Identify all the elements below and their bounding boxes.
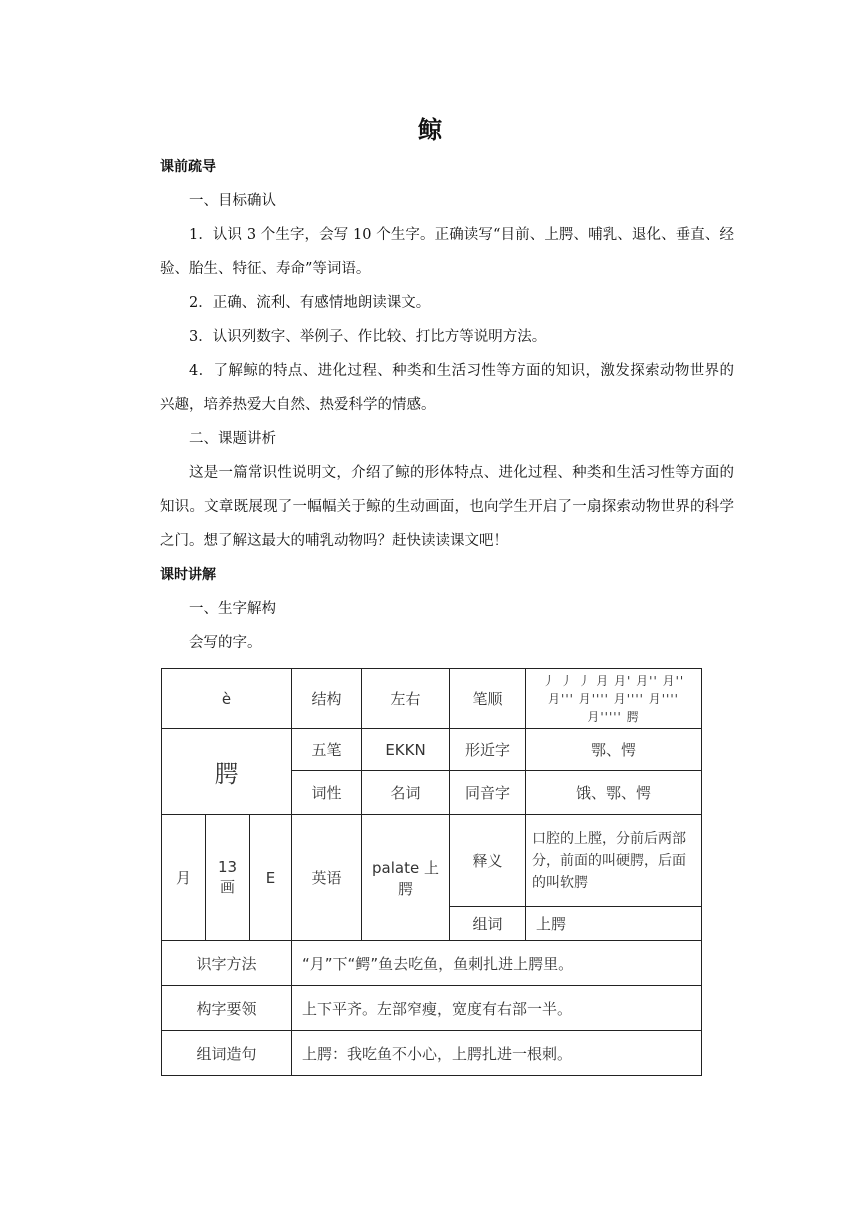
- radical-cell: 月: [162, 815, 206, 941]
- topic-heading: 二、课题讲析: [189, 431, 276, 447]
- structure-value: 左右: [362, 669, 450, 729]
- write-chars-label: 会写的字。: [189, 635, 262, 651]
- key-label: 构字要领: [162, 986, 292, 1031]
- goal-heading: 一、目标确认: [189, 193, 276, 209]
- document-body: [160, 150, 734, 660]
- stroke-order-line: 丿 丿 丿 月 月' 月'' 月'': [542, 673, 685, 688]
- stroke-order-line: 月''' 月'''' 月'''' 月'''' 月''''' 腭: [548, 691, 679, 724]
- key-value: 上下平齐。左部窄瘦，宽度有右部一半。: [292, 986, 702, 1031]
- section-heading-lesson: 课时讲解: [160, 567, 216, 583]
- goal-item: 2．正确、流利、有感情地朗读课文。: [189, 295, 431, 311]
- word-label: 组词: [450, 907, 526, 941]
- structure-label: 结构: [292, 669, 362, 729]
- stroke-order-value: [526, 669, 702, 729]
- sentence-value: 上腭：我吃鱼不小心，上腭扎进一根刺。: [292, 1031, 702, 1076]
- english-value: palate 上腭: [362, 815, 450, 941]
- meaning-value: 口腔的上膛，分前后两部分，前面的叫硬腭，后面的叫软腭: [526, 815, 702, 907]
- similar-value: 鄂、愕: [526, 729, 702, 771]
- pinyin-cell: è: [162, 669, 292, 729]
- pos-label: 词性: [292, 771, 362, 815]
- goal-item: 4．了解鲸的特点、进化过程、种类和生活习性等方面的知识，激发探索动物世界的兴趣，培养热爱大自然、热爱科学的情感。: [160, 363, 734, 413]
- goal-item: 3．认识列数字、举例子、作比较、打比方等说明方法。: [189, 329, 547, 345]
- section-heading-pre-class: 课前疏导: [160, 159, 216, 175]
- stroke-order-label: 笔顺: [450, 669, 526, 729]
- case-cell: E: [250, 815, 292, 941]
- word-value: 上腭: [526, 907, 702, 941]
- english-label: 英语: [292, 815, 362, 941]
- character-cell: 腭: [162, 729, 292, 815]
- topic-text: 这是一篇常识性说明文，介绍了鲸的形体特点、进化过程、种类和生活习性等方面的知识。文章既展现了一幅幅关于鲸的生动画面，也向学生开启了一扇探索动物世界的科学之门。想了解这最大的哺乳动物吗？赶快读读课文吧！: [160, 465, 734, 549]
- page-title: 鲸: [418, 116, 442, 144]
- wubi-label: 五笔: [292, 729, 362, 771]
- character-table-wrapper: [161, 668, 701, 1075]
- method-label: 识字方法: [162, 941, 292, 986]
- goal-item: 1．认识 3 个生字，会写 10 个生字。正确读写“目前、上腭、哺乳、退化、垂直、经验、胎生、特征、寿命”等词语。: [160, 227, 734, 277]
- homophone-label: 同音字: [450, 771, 526, 815]
- wubi-value: EKKN: [362, 729, 450, 771]
- pos-value: 名词: [362, 771, 450, 815]
- sentence-label: 组词造句: [162, 1031, 292, 1076]
- char-heading: 一、生字解构: [189, 601, 276, 617]
- character-table: [161, 668, 702, 1076]
- homophone-value: 饿、鄂、愕: [526, 771, 702, 815]
- stroke-count-cell: 13 画: [206, 815, 250, 941]
- similar-label: 形近字: [450, 729, 526, 771]
- meaning-label: 释义: [450, 815, 526, 907]
- method-value: “月”下“鳄”鱼去吃鱼，鱼刺扎进上腭里。: [292, 941, 702, 986]
